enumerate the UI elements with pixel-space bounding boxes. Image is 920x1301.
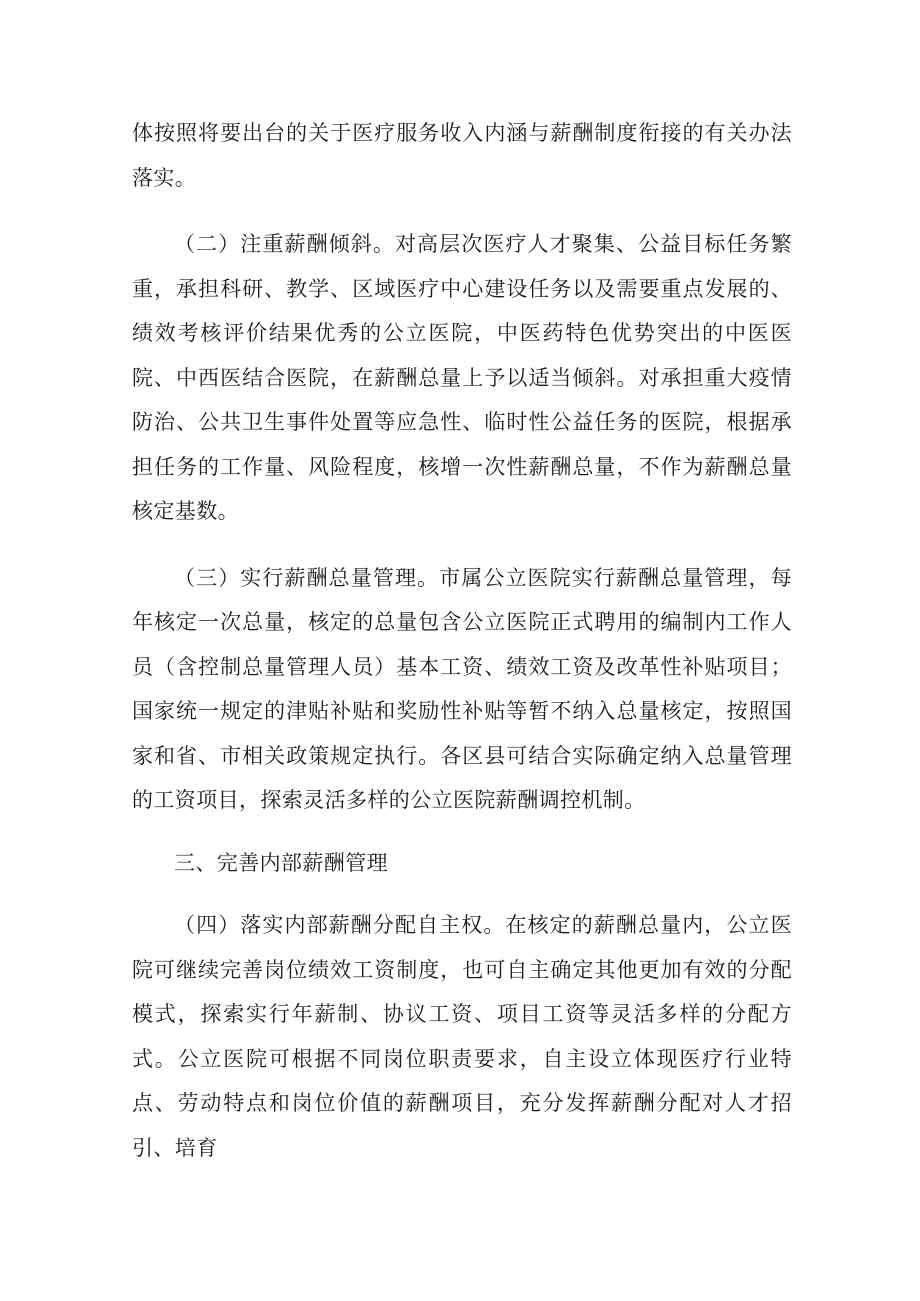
paragraph-internal-distribution: （四）落实内部薪酬分配自主权。在核定的薪酬总量内，公立医院可继续完善岗位绩效工资制度，也可自主确定其他更加有效的分配模式，探索实行年薪制、协议工资、项目工资等灵活多样的分配方式。公立医院可根据不同岗位职责要求，自主设立体现医疗行业特点、劳动特点和岗位价值的薪酬项目，充分发挥薪酬分配对人才招引、培育: [132, 913, 792, 1160]
paragraph-salary-tilt: （二）注重薪酬倾斜。对高层次医疗人才聚集、公益目标任务繁重，承担科研、教学、区域医疗中心建设任务以及需要重点发展的、绩效考核评价结果优秀的公立医院，中医药特色优势突出的中医医院、中西医结合医院，在薪酬总量上予以适当倾斜。对承担重大疫情防治、公共卫生事件处置等应急性、临时性公益任务的医院，根据承担任务的工作量、风险程度，核增一次性薪酬总量，不作为薪酬总量核定基数。: [132, 232, 792, 523]
document-body: [132, 111, 792, 1170]
paragraph-continuation: 体按照将要出台的关于医疗服务收入内涵与薪酬制度衔接的有关办法落实。: [132, 121, 792, 190]
section-heading-internal-salary: 三、完善内部薪酬管理: [174, 850, 388, 875]
paragraph-total-salary-management: （三）实行薪酬总量管理。市属公立医院实行薪酬总量管理，每年核定一次总量，核定的总量包含公立医院正式聘用的编制内工作人员（含控制总量管理人员）基本工资、绩效工资及改革性补贴项目；国家统一规定的津贴补贴和奖励性补贴等暂不纳入总量核定，按照国家和省、市相关政策规定执行。各区县可结合实际确定纳入总量管理的工资项目，探索灵活多样的公立医院薪酬调控机制。: [132, 565, 792, 812]
